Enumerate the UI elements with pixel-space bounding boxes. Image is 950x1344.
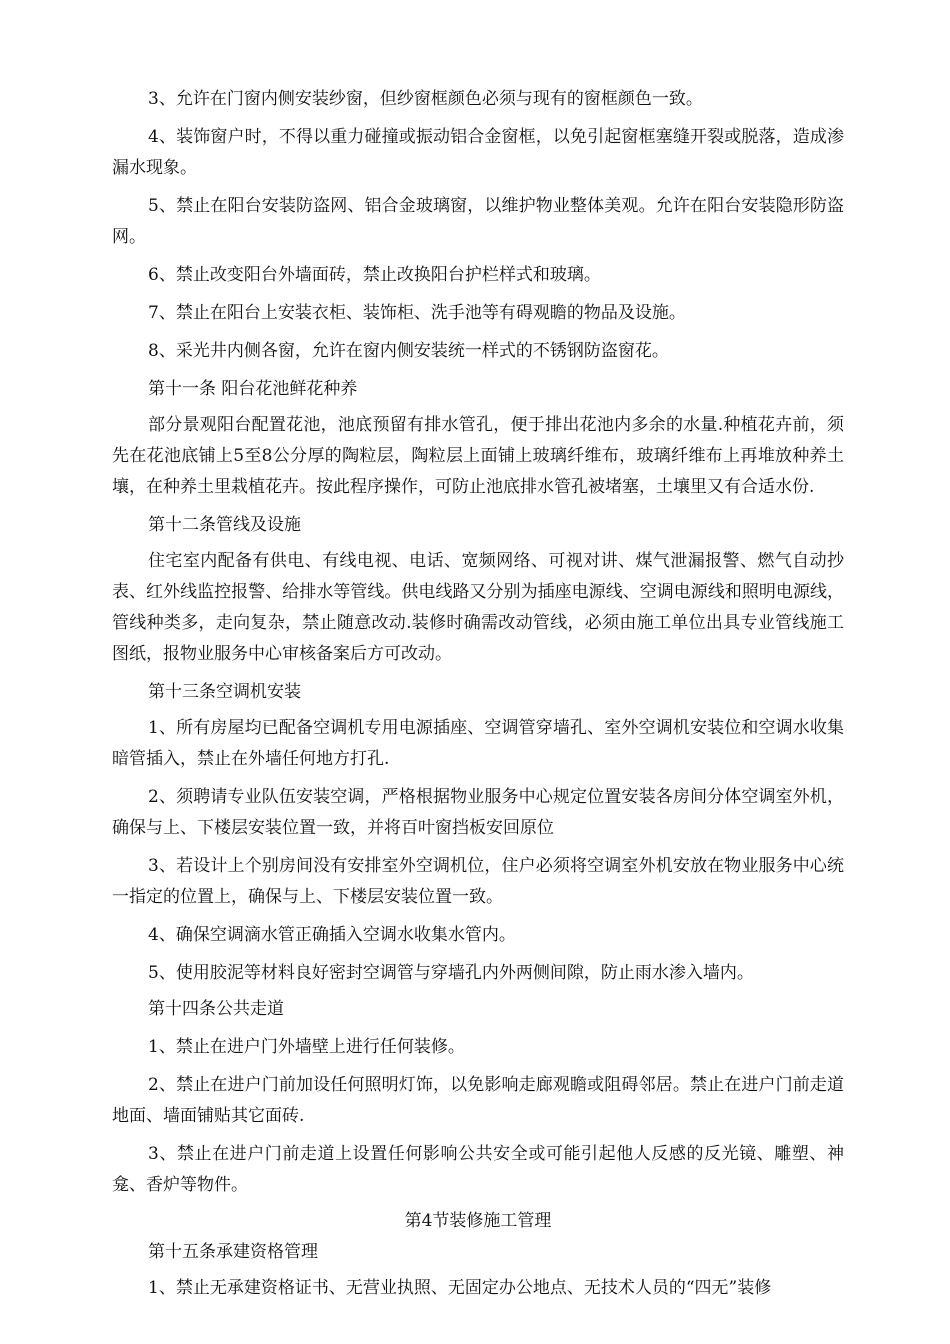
article-11-heading: 第十一条 阳台花池鲜花种养 (148, 379, 358, 399)
section-heading: 第4节装修施工管理 (404, 1211, 552, 1231)
article-13-heading: 第十三条空调机安装 (148, 682, 301, 702)
document-page (112, 84, 844, 1304)
paragraph-flower-bed: 部分景观阳台配置花池，池底预留有排水管孔，便于排出花池内多余的水量.种植花卉前，须先在花池底铺上5至8公分厚的陶粒层，陶粒层上面铺上玻璃纤维布，玻璃纤维布上再堆放种养土壤，在种养土里栽植花卉。按此程序操作，可防止池底排水管孔被堵塞，土壤里又有合适水份. (112, 415, 844, 497)
article-15-heading: 第十五条承建资格管理 (148, 1242, 318, 1262)
paragraph-lightwell-windows: 8、采光井内侧各窗，允许在窗内侧安装统一样式的不锈钢防盗窗花。 (148, 341, 669, 361)
paragraph-balcony-tiles: 6、禁止改变阳台外墙面砖，禁止改换阳台护栏样式和玻璃。 (148, 265, 601, 285)
paragraph-window-decoration: 4、装饰窗户时，不得以重力碰撞或振动铝合金窗框，以免引起窗框塞缝开裂或脱落，造成渗漏水现象。 (112, 127, 844, 178)
paragraph-ac-drain: 4、确保空调滴水管正确插入空调水收集水管内。 (148, 925, 516, 945)
paragraph-corridor-wall: 1、禁止在进户门外墙壁上进行任何装修。 (148, 1037, 465, 1057)
paragraph-ac-sockets: 1、所有房屋均已配备空调机专用电源插座、空调管穿墙孔、室外空调机安装位和空调水收集暗管插入，禁止在外墙任何地方打孔. (112, 718, 844, 769)
paragraph-contractor-qualification: 1、禁止无承建资格证书、无营业执照、无固定办公地点、无技术人员的“四无”装修 (148, 1278, 772, 1298)
article-14-heading: 第十四条公共走道 (148, 999, 284, 1019)
paragraph-ac-position: 3、若设计上个别房间没有安排室外空调机位，住户必须将空调室外机安放在物业服务中心统一指定的位置上，确保与上、下楼层安装位置一致。 (112, 856, 844, 907)
paragraph-corridor-lighting: 2、禁止在进户门前加设任何照明灯饰，以免影响走廊观瞻或阻碍邻居。禁止在进户门前走道地面、墙面铺贴其它面砖. (112, 1075, 844, 1126)
paragraph-ac-seal: 5、使用胶泥等材料良好密封空调管与穿墙孔内外两侧间隙，防止雨水渗入墙内。 (148, 963, 754, 983)
paragraph-ac-installer: 2、须聘请专业队伍安装空调，严格根据物业服务中心规定位置安装各房间分体空调室外机，确保与上、下楼层安装位置一致，并将百叶窗挡板安回原位 (112, 787, 844, 838)
paragraph-balcony-security-net: 5、禁止在阳台安装防盗网、铝合金玻璃窗，以维护物业整体美观。允许在阳台安装隐形防盗网。 (112, 196, 844, 247)
paragraph-balcony-furniture: 7、禁止在阳台上安装衣柜、装饰柜、洗手池等有碍观瞻的物品及设施。 (148, 303, 686, 323)
paragraph-window-screen: 3、允许在门窗内侧安装纱窗，但纱窗框颜色必须与现有的窗框颜色一致。 (148, 89, 703, 109)
paragraph-corridor-objects: 3、禁止在进户门前走道上设置任何影响公共安全或可能引起他人反感的反光镜、雕塑、神龛、香炉等物件。 (112, 1144, 844, 1195)
article-12-heading: 第十二条管线及设施 (148, 515, 301, 535)
paragraph-pipelines: 住宅室内配备有供电、有线电视、电话、宽频网络、可视对讲、煤气泄漏报警、燃气自动抄表、红外线监控报警、给排水等管线。供电线路又分别为插座电源线、空调电源线和照明电源线，管线种类多，走向复杂，禁止随意改动.装修时确需改动管线，必须由施工单位出具专业管线施工图纸，报物业服务中心审核备案后方可改动。 (112, 551, 844, 664)
